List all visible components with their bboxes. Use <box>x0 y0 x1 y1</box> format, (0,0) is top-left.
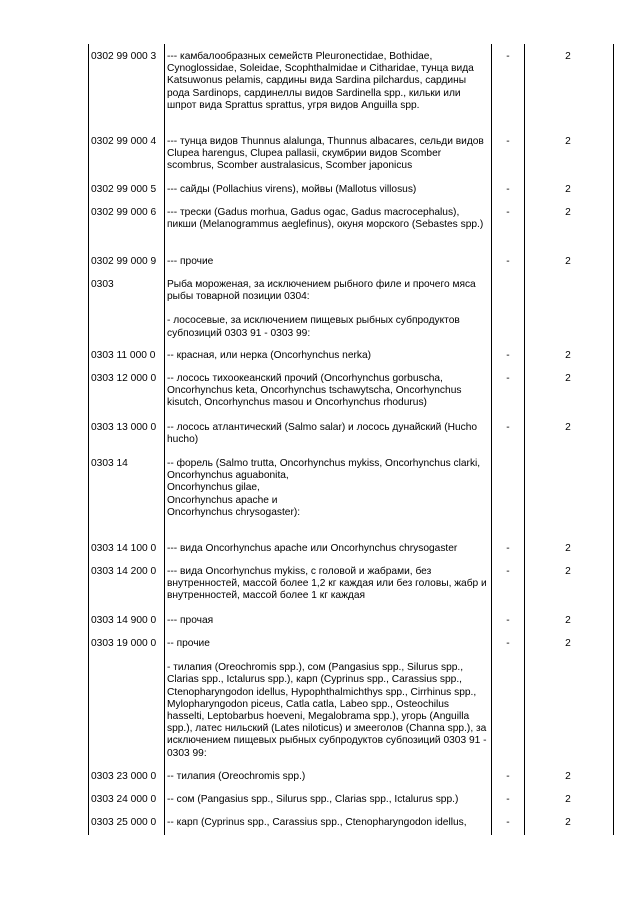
column-divider-code <box>164 44 165 835</box>
tariff-code: 0302 99 000 5 <box>91 184 157 195</box>
unit-cell: - <box>506 184 510 195</box>
tariff-code: 0303 13 000 0 <box>91 422 157 433</box>
duty-rate: 2 <box>565 422 571 433</box>
unit-cell: - <box>506 794 510 805</box>
duty-rate: 2 <box>565 256 571 267</box>
description-paragraph: - лососевые, за исключением пищевых рыбных субпродуктов субпозиций 0303 91 - 0303 99: <box>167 315 460 339</box>
goods-description <box>167 543 489 555</box>
tariff-code: 0302 99 000 4 <box>91 136 157 147</box>
description-paragraph: -- тилапия (Oreochromis spp.) <box>167 771 306 782</box>
goods-description <box>167 794 489 806</box>
description-paragraph: -- форель (Salmo trutta, Oncorhynchus mykiss, Oncorhynchus clarki, Oncorhynchus aguabonita, Oncorhynchus gilae, Oncorhynchus apache и Oncorhynchus chrysogaster): <box>167 458 481 518</box>
tariff-code: 0303 14 900 0 <box>91 615 157 626</box>
goods-description <box>167 566 489 603</box>
tariff-code: 0303 19 000 0 <box>91 638 157 649</box>
unit-cell: - <box>506 422 510 433</box>
tariff-code: 0302 99 000 3 <box>91 51 157 62</box>
duty-rate: 2 <box>565 51 571 62</box>
tariff-code: 0303 <box>91 279 114 290</box>
description-paragraph: -- карп (Cyprinus spp., Carassius spp., Ctenopharyngodon idellus, <box>167 817 467 828</box>
tariff-code: 0303 14 100 0 <box>91 543 157 554</box>
unit-cell: - <box>506 543 510 554</box>
unit-cell: - <box>506 638 510 649</box>
duty-rate: 2 <box>565 615 571 626</box>
goods-description <box>167 458 489 519</box>
unit-cell: - <box>506 817 510 828</box>
goods-description <box>167 184 489 196</box>
description-paragraph: --- трески (Gadus morhua, Gadus ogac, Gadus macrocephalus), пикши (Melanogrammus aeglefinus), окуня морского (Sebastes spp.) <box>167 207 484 231</box>
goods-description <box>167 638 489 760</box>
description-paragraph: Рыба мороженая, за исключением рыбного филе и прочего мяса рыбы товарной позиции 0304: <box>167 279 476 303</box>
tariff-code: 0303 14 <box>91 458 128 469</box>
column-divider-description <box>491 44 492 835</box>
unit-cell: - <box>506 615 510 626</box>
tariff-code: 0303 25 000 0 <box>91 817 157 828</box>
description-paragraph: --- тунца видов Thunnus alalunga, Thunnus albacares, сельди видов Clupea harengus, Clupea pallasii, скумбрии видов Scomber scombrus, Scomber australasicus, Scomber japonicus <box>167 136 484 172</box>
goods-description <box>167 136 489 173</box>
duty-rate: 2 <box>565 771 571 782</box>
description-paragraph: -- лосось атлантический (Salmo salar) и лосось дунайский (Hucho hucho) <box>167 422 478 446</box>
unit-cell: - <box>506 207 510 218</box>
unit-cell: - <box>506 566 510 577</box>
tariff-code: 0302 99 000 9 <box>91 256 157 267</box>
unit-cell: - <box>506 256 510 267</box>
duty-rate: 2 <box>565 207 571 218</box>
goods-description <box>167 771 489 783</box>
goods-description <box>167 256 489 268</box>
duty-rate: 2 <box>565 350 571 361</box>
description-paragraph: --- вида Oncorhynchus mykiss, с головой и жабрами, без внутренностей, массой более 1,2 кг каждая или без головы, жабр и внутренностей, массой более 1 кг каждая <box>167 566 487 602</box>
tariff-code: 0303 12 000 0 <box>91 373 157 384</box>
goods-description <box>167 279 489 340</box>
goods-description <box>167 615 489 627</box>
goods-description <box>167 422 489 446</box>
description-paragraph: --- камбалообразных семейств Pleuronectidae, Bothidae, Cynoglossidae, Soleidae, Scophthalmidae и Citharidae, тунца вида Katsuwonus pelamis, сардины вида Sardina pilchardus, сардины рода Sardinops, сардинеллы видов Sardinella spp., кильки или шпрот вида Sprattus sprattus, угря видов Anguilla spp. <box>167 51 474 111</box>
description-paragraph: -- прочие <box>167 638 210 649</box>
tariff-code: 0303 14 200 0 <box>91 566 157 577</box>
description-paragraph: -- красная, или нерка (Oncorhynchus nerka) <box>167 350 372 361</box>
duty-rate: 2 <box>565 566 571 577</box>
goods-description <box>167 817 489 829</box>
unit-cell: - <box>506 51 510 62</box>
duty-rate: 2 <box>565 638 571 649</box>
tariff-code: 0303 24 000 0 <box>91 794 157 805</box>
duty-rate: 2 <box>565 817 571 828</box>
description-paragraph: -- сом (Pangasius spp., Silurus spp., Clarias spp., Ictalurus spp.) <box>167 794 459 805</box>
goods-description <box>167 350 489 362</box>
unit-cell: - <box>506 373 510 384</box>
unit-cell: - <box>506 136 510 147</box>
duty-rate: 2 <box>565 794 571 805</box>
goods-description <box>167 207 489 231</box>
description-paragraph: --- прочая <box>167 615 214 626</box>
tariff-code: 0302 99 000 6 <box>91 207 157 218</box>
table-border-right <box>613 44 614 835</box>
unit-cell: - <box>506 350 510 361</box>
tariff-code: 0303 11 000 0 <box>91 350 156 361</box>
duty-rate: 2 <box>565 136 571 147</box>
column-divider-unit <box>524 44 525 835</box>
unit-cell: - <box>506 771 510 782</box>
description-paragraph: --- сайды (Pollachius virens), мойвы (Mallotus villosus) <box>167 184 417 195</box>
goods-description <box>167 373 489 410</box>
tariff-code: 0303 23 000 0 <box>91 771 157 782</box>
description-paragraph: - тилапия (Oreochromis spp.), сом (Pangasius spp., Silurus spp., Clarias spp., Ictalurus spp.), карп (Cyprinus spp., Carassius spp., Ctenopharyngodon idellus, Hypophthalmichthys spp., Cirrhinus spp., Mylopharyngodon piceus, Catla catla, Labeo spp., Osteochilus hasselti, Leptobarbus hoeveni, Megalobrama spp.), угорь (Anguilla spp.), латес нильский (Lates niloticus) и змееголов (Channa spp.), за исключением пищевых рыбных субпродуктов субпозиций 0303 91 - 0303 99: <box>167 662 487 759</box>
duty-rate: 2 <box>565 373 571 384</box>
description-paragraph: --- прочие <box>167 256 214 267</box>
duty-rate: 2 <box>565 543 571 554</box>
table-border-left <box>88 44 89 835</box>
description-paragraph: --- вида Oncorhynchus apache или Oncorhynchus chrysogaster <box>167 543 458 554</box>
goods-description <box>167 51 489 112</box>
description-paragraph: -- лосось тихоокеанский прочий (Oncorhynchus gorbuscha, Oncorhynchus keta, Oncorhynchus tschawytscha, Oncorhynchus kisutch, Oncorhynchus masou и Oncorhynchus rhodurus) <box>167 373 462 409</box>
duty-rate: 2 <box>565 184 571 195</box>
